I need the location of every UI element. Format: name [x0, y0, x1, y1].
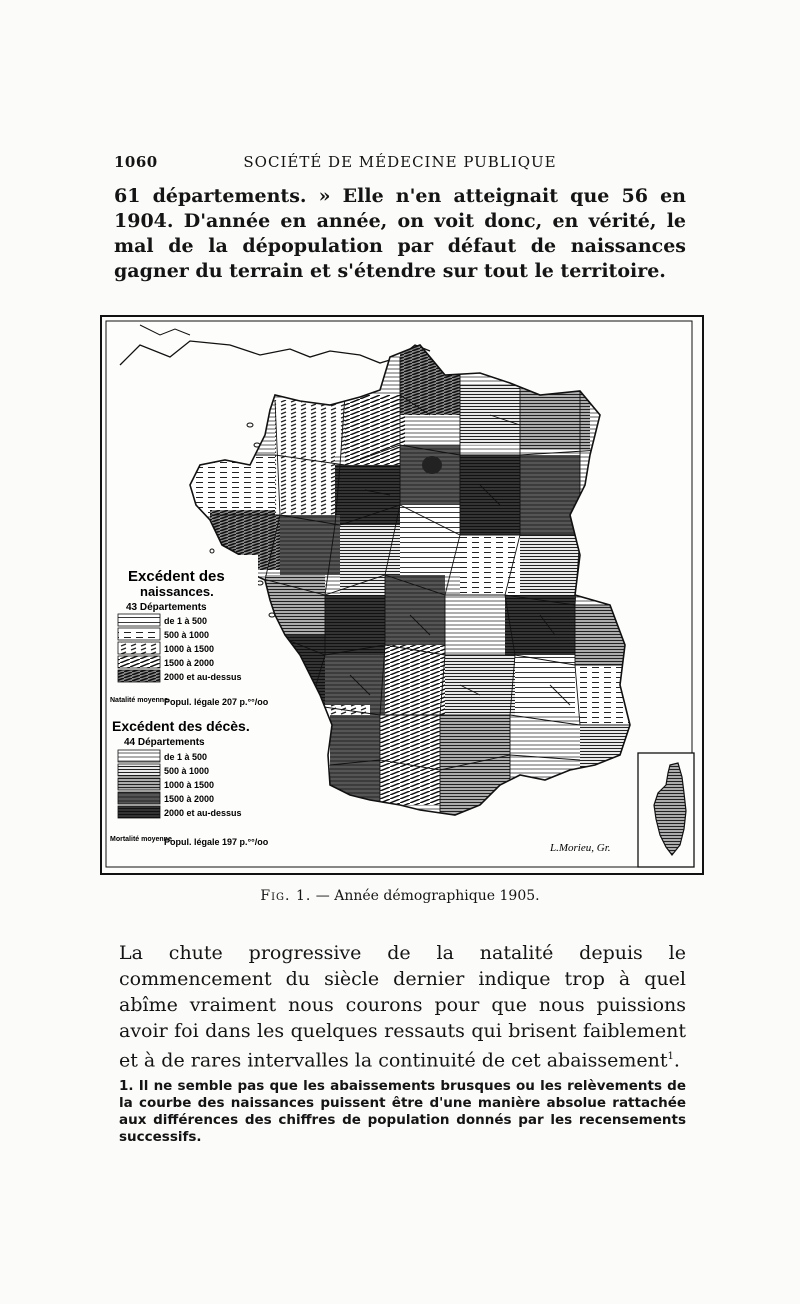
footnote: 1. Il ne semble pas que les abaissements brusques ou les relèvements de la courbe des naissances puissent être d'une manière absolue rattachée aux différences des chiffres de population donnés par les recensements successifs.	[119, 1078, 686, 1145]
legend-deaths-row-5: 2000 et au-dessus	[164, 808, 242, 818]
legend-births-row-3: 1000 à 1500	[164, 644, 215, 654]
legend-deaths-row-1: de 1 à 500	[164, 752, 208, 762]
legend-deaths-rate-label: Mortalité moyenne	[110, 836, 172, 843]
footnote-mark: 1	[667, 1051, 674, 1062]
legend-births-row-1: de 1 à 500	[164, 616, 208, 626]
legend-births-title-line1: Excédent des	[128, 568, 225, 585]
legend-deaths-row-4: 1500 à 2000	[164, 794, 215, 804]
legend-deaths-title: Excédent des décès.	[112, 718, 250, 734]
engraver-signature: L.Morieu, Gr.	[550, 842, 611, 854]
legend-deaths-row-2: 500 à 1000	[164, 766, 210, 776]
figure-caption	[0, 888, 800, 904]
paragraph-2-text: La chute progressive de la natalité depuis le commencement du siècle dernier indique trop à quel abîme vraiment nous courons pour que nous puissions avoir foi dans les quelques ressauts qui brisent faiblement et à de rares intervalles la continuité de cet abaissement	[119, 942, 686, 1072]
legend-births-row-5: 2000 et au-dessus	[164, 672, 242, 682]
legend-deaths-count: 44 Départements	[124, 737, 205, 748]
legend-births-title-line2: naissances.	[140, 584, 214, 599]
caption-label: Fig. 1.	[260, 888, 312, 904]
legend-deaths-rate-value: Popul. légale 197 p.°°/oo	[164, 837, 269, 847]
figure-map	[100, 315, 704, 875]
paragraph-1: 61 départements. » Elle n'en atteignait que 56 en 1904. D'année en année, on voit donc, en vérité, le mal de la dépopulation par défaut de naissances gagner du terrain et s'étendre sur tout le territoire.	[114, 185, 686, 282]
legend-births-rate-label: Natalité moyenne	[110, 697, 168, 704]
page-number: 1060	[114, 153, 158, 171]
legend-births-rate-value: Popul. légale 207 p.°°/oo	[164, 697, 269, 707]
legend-births-row-2: 500 à 1000	[164, 630, 210, 640]
running-header	[114, 153, 686, 179]
running-title: SOCIÉTÉ DE MÉDECINE PUBLIQUE	[243, 153, 557, 171]
legend-births-count: 43 Départements	[126, 602, 207, 613]
paragraph-2: La chute progressive de la natalité depuis le commencement du siècle dernier indique trop à quel abîme vraiment nous courons pour que nous puissions avoir foi dans les quelques ressauts qui brisent faiblement et à de rares intervalles la continuité de cet abaissement$^1$.	[119, 942, 686, 1072]
legend-deaths-row-3: 1000 à 1500	[164, 780, 215, 790]
caption-text: — Année démographique 1905.	[315, 888, 540, 904]
legend-births-row-4: 1500 à 2000	[164, 658, 215, 668]
map-legend	[108, 555, 269, 865]
